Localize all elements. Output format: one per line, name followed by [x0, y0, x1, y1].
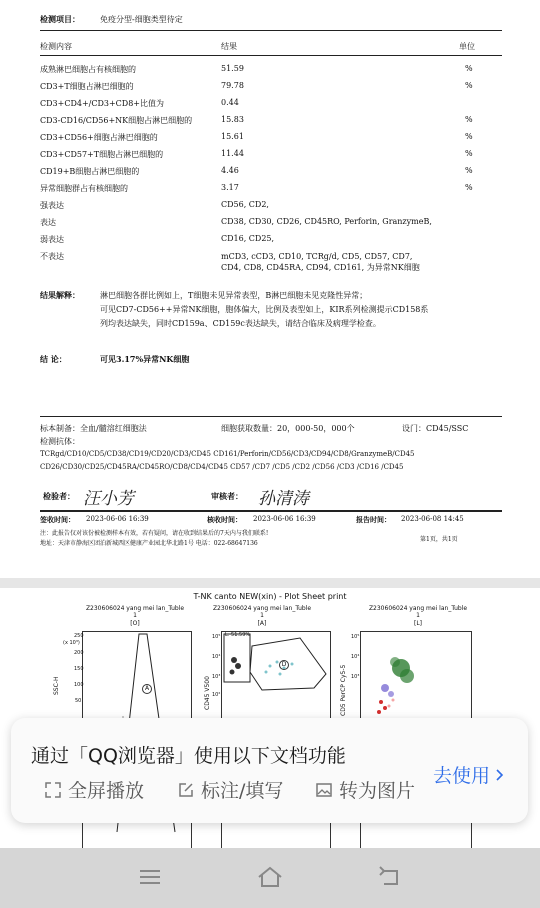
table-row: 表达 CD38, CD30, CD26, CD45RO, Perforin, GranzymeB, [40, 217, 432, 227]
y-tick: 10⁴ [351, 654, 360, 660]
item-label: 检测项目： [40, 14, 80, 24]
y-tick: 10⁴ [212, 654, 221, 660]
go-use-button[interactable] [433, 761, 506, 788]
panel-ylabel: SSC-H [53, 676, 60, 695]
reviewer-signature: 孙清涛 [258, 489, 309, 509]
back-icon [377, 866, 403, 888]
panel-sample: Z230606024 yang mei lan_Tuble [85, 605, 185, 612]
panel-gate: [A] [257, 620, 267, 627]
y-tick: 10³ [351, 674, 360, 680]
check-time: 2023-06-06 16:39 [253, 515, 316, 523]
interpretation-line: 可见CD7-CD56++异常NK细胞，胞体偏大，比例及表型如上，KIR系列检测提示CD158系 [100, 305, 429, 314]
panel-ylabel: CD45 V500 [204, 676, 211, 710]
panel-sample: Z230606024 yang mei lan_Tuble [212, 605, 312, 612]
table-row: CD3+T细胞占淋巴细胞的 79.78 % [40, 81, 473, 91]
results-table [40, 60, 502, 273]
fullscreen-label: 全屏播放 [68, 780, 145, 802]
tester-signature: 汪小芳 [83, 489, 134, 509]
table-row: CD3+CD4+/CD3+CD8+比值为 0.44 [40, 98, 239, 108]
table-row: 弱表达 CD16, CD25, [40, 234, 275, 244]
divider [40, 30, 502, 31]
table-row: CD19+B细胞占淋巴细胞的 4.46 % [40, 166, 473, 176]
specimen: 标本制备：全血/髓溶红细胞法 [40, 424, 147, 433]
sign-time-label: 签收时间： [40, 515, 75, 524]
conclusion-value: 可见3.17%异常NK细胞 [100, 354, 190, 364]
y-tick: 10³ [212, 674, 221, 680]
image-icon [315, 781, 333, 799]
header-result: 结果 [221, 42, 237, 51]
panel-ytick-unit: (x 10³) [63, 640, 80, 646]
menu-button[interactable] [135, 862, 165, 892]
go-use-label: 去使用 [432, 765, 490, 787]
divider [40, 55, 502, 56]
table-row: 不表达 mCD3, cCD3, CD10, TCRg/d, CD5, CD57, CD7, CD4, CD8, CD45RA, CD94, CD161, 为异常NK细胞 [40, 252, 420, 272]
panel-ylabel: CD5 PerCP Cy5-5 [340, 664, 347, 716]
y-tick: 10⁵ [351, 634, 360, 640]
fullscreen-option[interactable] [44, 776, 144, 803]
y-tick: 10² [212, 692, 221, 698]
to-image-option[interactable] [315, 776, 415, 803]
table-row: CD3+CD56+细胞占淋巴细胞的 15.61 % [40, 132, 473, 142]
gate-label: D [279, 660, 289, 670]
table-row: 强表达 CD56, CD2, [40, 200, 269, 210]
fullscreen-icon [44, 781, 62, 799]
conclusion-label: 结 论： [40, 354, 67, 364]
sign-time: 2023-06-06 16:39 [86, 515, 149, 523]
item-value: 免疫分型-细胞类型待定 [100, 15, 183, 24]
check-time-label: 核收时间： [207, 515, 242, 524]
header-unit: 单位 [459, 42, 475, 51]
y-tick: 250 [74, 633, 84, 639]
qq-browser-banner[interactable] [11, 718, 528, 823]
y-tick: 200 [74, 650, 84, 656]
page-number: 第1页，共1页 [420, 536, 458, 543]
divider [40, 416, 502, 417]
y-tick: 10⁵ [212, 634, 221, 640]
menu-icon [138, 867, 162, 887]
home-button[interactable] [255, 862, 285, 892]
panel-number: 1 [260, 612, 264, 619]
y-tick: 150 [74, 666, 84, 672]
table-row: CD3-CD16/CD56+NK细胞占淋巴细胞的 15.83 % [40, 115, 473, 125]
banner-title: 通过「QQ浏览器」使用以下文档功能 [31, 745, 346, 767]
divider [40, 510, 502, 512]
annotate-label: 标注/填写 [201, 780, 284, 802]
plot-sheet-title: T-NK canto NEW(xin) - Plot Sheet print [193, 592, 347, 601]
antibody-label: 检测抗体： [40, 437, 80, 446]
report-note: 注：此报告仅对该份被检测样本有效，若有疑问，请在收到结果后的7天内与我们联系! [40, 530, 269, 537]
report-time-label: 报告时间： [356, 515, 391, 524]
annotate-option[interactable] [177, 776, 283, 803]
header-content: 检测内容 [40, 42, 72, 51]
gate-percent: L: 51.59% [225, 632, 251, 638]
panel-gate: [L] [413, 620, 423, 627]
back-button[interactable] [375, 862, 405, 892]
interpretation-line: 淋巴细胞各群比例如上，T细胞未见异常表型，B淋巴细胞未见克隆性异常； [100, 291, 368, 300]
table-row: 异常细胞群占有核细胞的 3.17 % [40, 183, 473, 193]
y-tick: 50 [75, 698, 82, 704]
system-nav-bar [0, 848, 540, 908]
antibody-line: CD26/CD30/CD25/CD45RA/CD45RO/CD8/CD4/CD45 CD57 /CD7 /CD5 /CD2 /CD56 /CD3 /CD16 /CD45 [40, 463, 404, 471]
table-row: CD3+CD57+T细胞占淋巴细胞的 11.44 % [40, 149, 473, 159]
panel-number: 1 [133, 612, 137, 619]
gate-label: A [142, 684, 152, 694]
interpretation-line: 列均表达缺失，同时CD159a、CD159c表达缺失，请结合临床及病理学检查。 [100, 319, 381, 328]
report-time: 2023-06-08 14:45 [401, 515, 464, 523]
panel-number: 1 [416, 612, 420, 619]
report-address: 地址：天津市静海区团泊新城西区健康产业园北华北路1号 电话：022-68647136 [40, 540, 258, 547]
panel-gate: [O] [130, 620, 140, 627]
antibody-line: TCRgd/CD10/CD5/CD38/CD19/CD20/CD3/CD45 CD161/Perforin/CD56/CD3/CD94/CD8/GranzymeB/CD45 [40, 450, 415, 458]
panel-sample: Z230606024 yang mei lan_Tuble [368, 605, 468, 612]
tester-label: 检验者： [43, 491, 75, 501]
gate-setting: 设门：CD45/SSC [402, 424, 469, 433]
y-tick: 100 [74, 682, 84, 688]
cell-count: 细胞获取数量：20，000-50，000个 [221, 424, 355, 433]
reviewer-label: 审核者： [211, 491, 243, 501]
interpretation-label: 结果解释： [40, 290, 80, 300]
table-row: 成熟淋巴细胞占有核细胞的 51.59 % [40, 64, 473, 74]
to-image-label: 转为图片 [339, 780, 416, 802]
page-gap [0, 578, 540, 588]
home-icon [256, 865, 284, 889]
chevron-right-icon [494, 767, 506, 783]
edit-icon [177, 781, 195, 799]
